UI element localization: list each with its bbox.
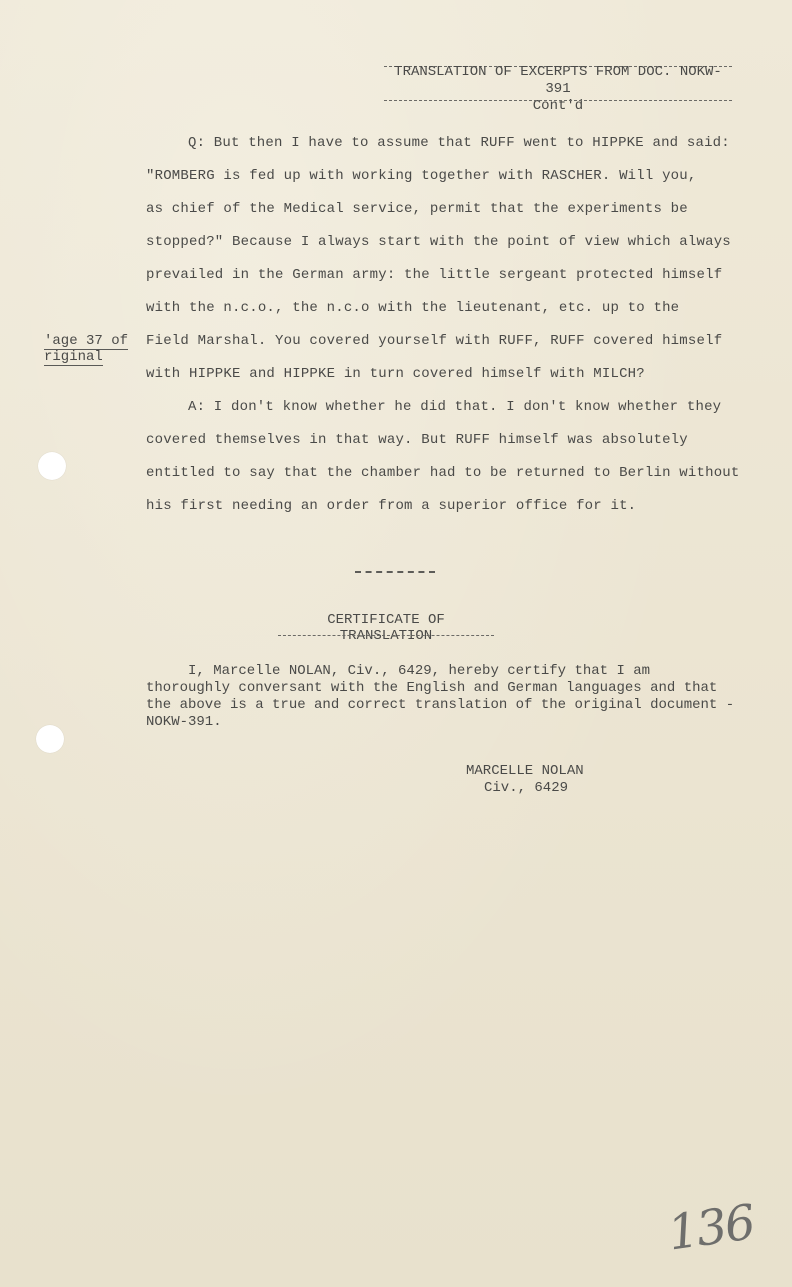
body-line: Field Marshal. You covered yourself with RUFF, RUFF covered himself xyxy=(146,333,723,349)
signature-name: MARCELLE NOLAN xyxy=(466,763,584,779)
header-bottom-rule xyxy=(384,100,732,101)
body-line: with the n.c.o., the n.c.o with the lieutenant, etc. up to the xyxy=(146,300,680,316)
body-line: entitled to say that the chamber had to be returned to Berlin without xyxy=(146,465,740,481)
header-title: TRANSLATION OF EXCERPTS FROM DOC. NOKW-391 xyxy=(394,64,722,97)
body-line: prevailed in the German army: the little sergeant protected himself xyxy=(146,267,723,283)
certificate-title-rule xyxy=(278,635,494,636)
body-line: Q: But then I have to assume that RUFF went to HIPPKE and said: xyxy=(188,135,730,151)
punch-hole xyxy=(36,725,64,753)
margin-note-page: 'age 37 of xyxy=(44,333,129,349)
certificate-line: I, Marcelle NOLAN, Civ., 6429, hereby certify that I am xyxy=(188,663,651,679)
body-line: as chief of the Medical service, permit that the experiments be xyxy=(146,201,688,217)
certificate-line: NOKW-391. xyxy=(146,714,222,730)
signature-id: Civ., 6429 xyxy=(484,780,569,796)
punch-hole xyxy=(38,452,66,480)
body-line: with HIPPKE and HIPPKE in turn covered himself with MILCH? xyxy=(146,366,645,382)
body-line: A: I don't know whether he did that. I don't know whether they xyxy=(188,399,722,415)
body-line: covered themselves in that way. But RUFF himself was absolutely xyxy=(146,432,688,448)
handwritten-page-number: 136 xyxy=(664,1194,758,1262)
certificate-line: the above is a true and correct translation of the original document - xyxy=(146,697,735,713)
certificate-title: CERTIFICATE OF TRANSLATION xyxy=(327,612,445,644)
header-subtitle: Cont'd xyxy=(532,98,584,114)
body-line: his first needing an order from a superior office for it. xyxy=(146,498,637,514)
body-line: stopped?" Because I always start with the point of view which always xyxy=(146,234,731,250)
margin-note-original: riginal xyxy=(44,349,103,365)
body-line: "ROMBERG is fed up with working together with RASCHER. Will you, xyxy=(146,168,697,184)
document-header xyxy=(384,64,732,115)
certificate-line: thoroughly conversant with the English and German languages and that xyxy=(146,680,718,696)
section-separator xyxy=(355,571,435,573)
